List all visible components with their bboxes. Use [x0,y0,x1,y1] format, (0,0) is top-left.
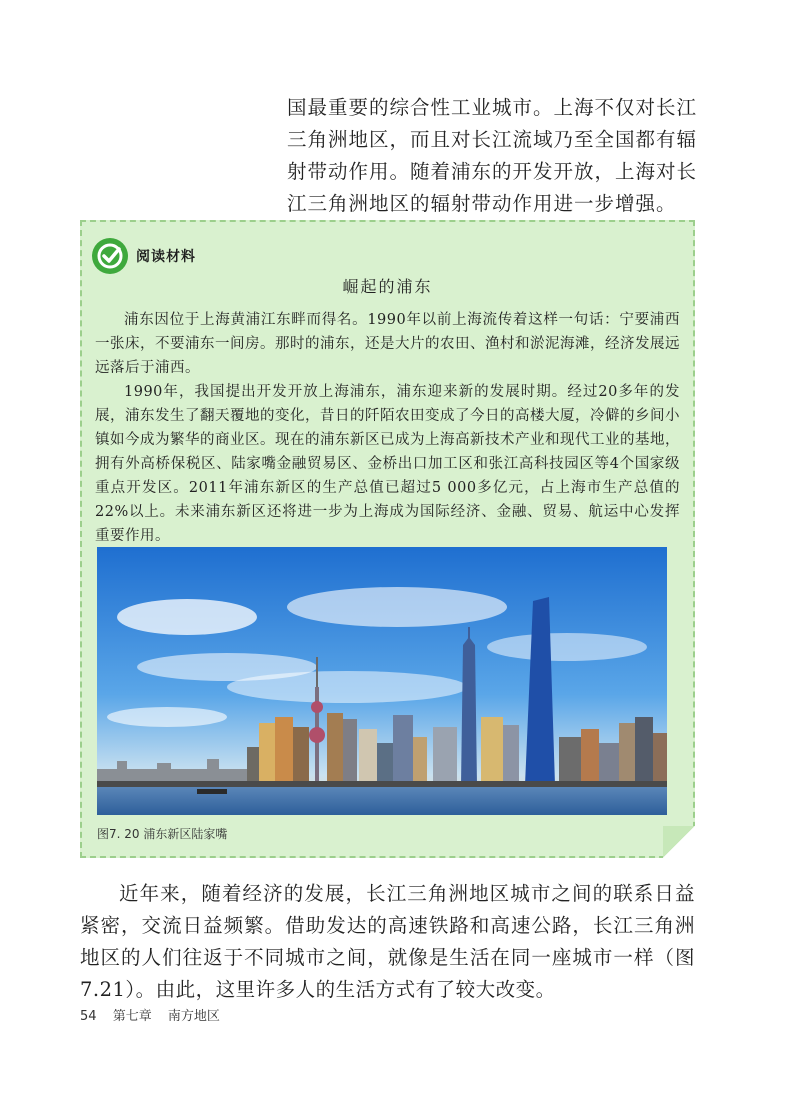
footer-chapter: 第七章 [112,1009,152,1024]
figure-caption: 图7. 20 浦东新区陆家嘴 [97,827,228,841]
reading-title: 崛起的浦东 [342,277,433,296]
reading-paragraph-2: 1990年，我国提出开发开放上海浦东，浦东迎来新的发展时期。经过20多年的发展，浦东发生了翻天覆地的变化，昔日的阡陌农田变成了今日的高楼大厦，冷僻的乡间小镇如今成为繁华的商业区。现在的浦东新区已成为上海高新技术产业和现代工业的基地，拥有外高桥保税区、陆家嘴金融贸易区、金桥出口加工区和张江高科技园区等4个国家级重点开发区。2011年浦东新区的生产总值已超过5 000多亿元，占上海市生产总值的22%以上。未来浦东新区还将进一步为上海成为国际经济、金融、贸易、航运中心发挥重要作用。 [95,384,680,544]
top-paragraph-block [287,92,697,220]
reading-header-label: 阅读材料 [136,249,196,265]
pudong-skyline-photo [97,547,667,815]
page-footer [80,1005,232,1024]
bottom-paragraph-block [80,878,695,1006]
footer-section: 南方地区 [167,1009,220,1024]
reading-header [92,238,196,274]
check-circle-icon [92,238,128,274]
reading-paragraph-1: 浦东因位于上海黄浦江东畔而得名。1990年以前上海流传着这样一句话：宁要浦西一张床，不要浦东一间房。那时的浦东，还是大片的农田、渔村和淤泥海滩，经济发展远远落后于浦西。 [95,312,680,376]
top-paragraph: 国最重要的综合性工业城市。上海不仅对长江三角洲地区，而且对长江流域乃至全国都有辐射带动作用。随着浦东的开发开放，上海对长江三角洲地区的辐射带动作用进一步增强。 [287,96,698,215]
page-number: 54 [80,1009,97,1024]
skyline-illustration [97,547,667,815]
page-fold-corner [663,826,695,858]
reading-body [95,308,680,548]
reading-material-box [80,220,695,858]
bottom-paragraph: 近年来，随着经济的发展，长江三角洲地区城市之间的联系日益紧密，交流日益频繁。借助发达的高速铁路和高速公路，长江三角洲地区的人们往返于不同城市之间，就像是生活在同一座城市一样（图7.21）。由此，这里许多人的生活方式有了较大改变。 [80,882,695,1001]
